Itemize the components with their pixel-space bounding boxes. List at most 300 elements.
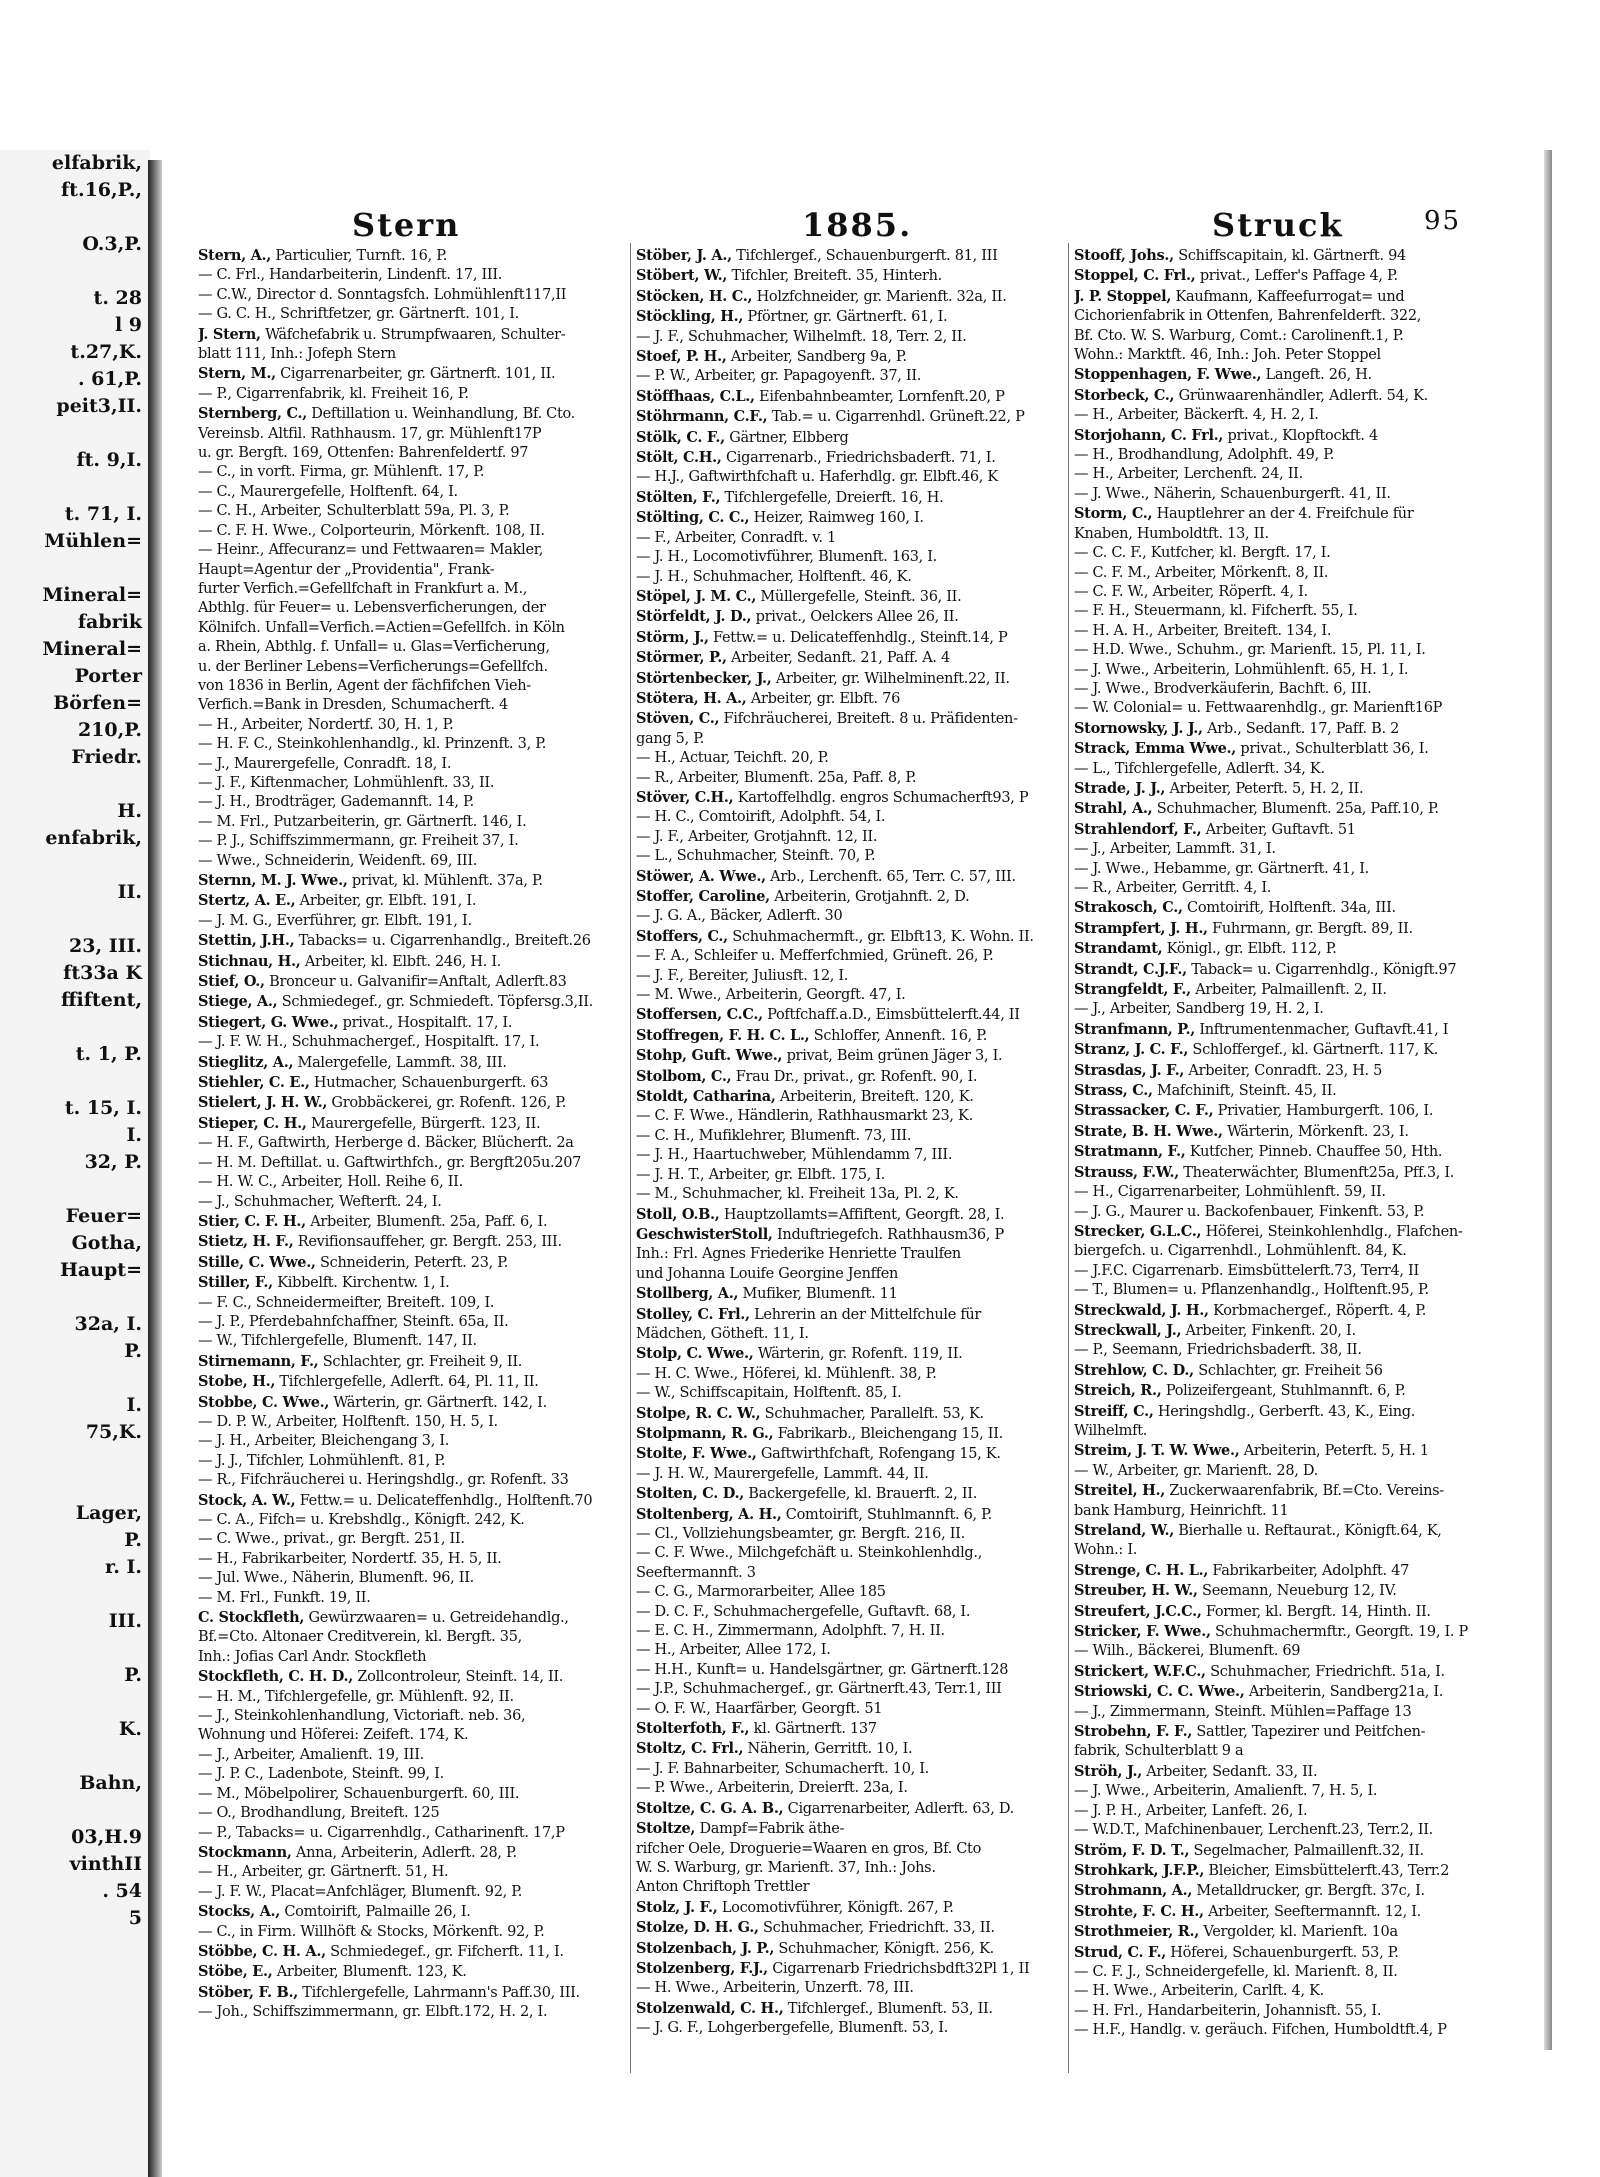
directory-entry — [198, 404, 638, 424]
left-page-line — [0, 1581, 150, 1608]
directory-entry — [1074, 1040, 1514, 1060]
entry-details: Zollcontroleur, Steinft. 14, II. — [353, 1669, 564, 1686]
left-page-line: P. — [124, 1664, 142, 1686]
entry-name: Stichnau, H., — [198, 952, 301, 970]
entry-name: Stolzenwald, C. H., — [636, 1999, 784, 2017]
directory-entry — [1074, 1281, 1514, 1300]
entry-details: Arbeiter, Finkenft. 20, I. — [1181, 1322, 1356, 1339]
entry-details: Cigarrenarb Friedrichsbdft32Pl 1, II — [767, 1960, 1030, 1977]
entry-details: Mafchinift, Steinft. 45, II. — [1152, 1083, 1337, 1100]
entry-details: Polizeifergeant, Stuhlmannft. 6, P. — [1161, 1383, 1406, 1400]
entry-name: Stolley, C. Frl., — [636, 1305, 750, 1323]
directory-entry — [198, 1726, 638, 1745]
entry-details: — E. C. H., Zimmermann, Adolphft. 7, H. II. — [636, 1623, 945, 1640]
left-page-line: Lager, — [75, 1502, 142, 1524]
directory-entry — [198, 1608, 638, 1628]
directory-entry — [636, 1205, 1076, 1225]
entry-details: — Heinr., Affecuranz= und Fettwaaren= Makler, — [198, 542, 544, 559]
entry-name: Storbeck, C., — [1074, 386, 1175, 404]
directory-entry — [1074, 525, 1514, 544]
directory-entry — [1074, 266, 1514, 286]
entry-details: — H. F., Gaftwirth, Herberge d. Bäcker, Blücherft. 2a — [198, 1135, 574, 1152]
entry-name: Stille, C. Wwe., — [198, 1253, 316, 1271]
header-left-keyword: Stern — [352, 206, 461, 244]
entry-name: Stobbe, C. Wwe., — [198, 1393, 330, 1411]
entry-details: — M., Schuhmacher, kl. Freiheit 13a, Pl. 2, K. — [636, 1186, 959, 1203]
entry-details: Arb., Lerchenft. 65, Terr. C. 57, III. — [765, 868, 1016, 885]
directory-entry — [1074, 2021, 1514, 2040]
directory-entry — [1074, 661, 1514, 680]
entry-name: Störmer, P., — [636, 649, 727, 667]
left-page-line: II. — [117, 881, 142, 903]
directory-entry — [1074, 641, 1514, 660]
directory-entry — [636, 1344, 1076, 1364]
directory-entry — [198, 832, 638, 851]
left-page-line: K. — [118, 1718, 142, 1740]
entry-details: — H. W. C., Arbeiter, Holl. Reihe 6, II. — [198, 1174, 463, 1191]
entry-details: — W. Colonial= u. Fettwaarenhdlg., gr. Marienft16P — [1074, 700, 1443, 717]
entry-name: Stockfleth, C. H. D., — [198, 1668, 354, 1686]
left-page-line: vinthII — [69, 1853, 142, 1875]
entry-name: J. Stern, — [198, 325, 261, 343]
entry-details: Wohn.: I. — [1074, 1542, 1138, 1559]
directory-entry — [1074, 960, 1514, 980]
entry-details: Kaufmann, Kaffeefurrogat= und — [1171, 288, 1405, 305]
directory-entry — [636, 1525, 1076, 1544]
directory-entry — [1074, 1762, 1514, 1782]
entry-details: — C.W., Director d. Sonntagsfch. Lohmühlenft117,II — [198, 286, 567, 303]
entry-name: Strohkark, J.F.P., — [1074, 1861, 1205, 1879]
entry-name: Stratmann, F., — [1074, 1143, 1186, 1161]
left-page-line — [0, 1176, 150, 1203]
directory-entry — [636, 1087, 1076, 1107]
entry-details: Metalldrucker, gr. Bergft. 37c, I. — [1192, 1883, 1425, 1900]
entry-details: — H. A. H., Arbeiter, Breiteft. 134, I. — [1074, 622, 1332, 639]
entry-details: — J. F., Kiftenmacher, Lohmühlenft. 33, II. — [198, 774, 495, 791]
entry-name: Stranz, J. C. F., — [1074, 1041, 1189, 1059]
entry-name: Strade, J. J., — [1074, 779, 1166, 797]
directory-entry — [636, 1185, 1076, 1204]
directory-entry — [636, 1641, 1076, 1660]
entry-name: Stöbbe, C. H. A., — [198, 1942, 326, 1960]
page-header — [162, 206, 1552, 246]
entry-details: Inh.: Frl. Agnes Friederike Henriette Traulfen — [636, 1246, 961, 1263]
entry-details: — J., Arbeiter, Amalienft. 19, III. — [198, 1746, 424, 1763]
entry-name: Stohp, Guft. Wwe., — [636, 1047, 783, 1065]
entry-name: Stolterfoth, F., — [636, 1720, 750, 1738]
entry-details: — H., Arbeiter, Nordertf. 30, H. 1, P. — [198, 716, 454, 733]
entry-details: — H., Arbeiter, Bäckerft. 4, H. 2, I. — [1074, 407, 1319, 424]
entry-details: Höferei, Schauenburgerft. 53, P. — [1166, 1944, 1399, 1961]
entry-details: — J. P. H., Arbeiter, Lanfeft. 26, I. — [1074, 1802, 1308, 1819]
entry-details: Anton Chriftoph Trettler — [636, 1879, 810, 1896]
directory-entry — [1074, 1922, 1514, 1942]
directory-entry — [1074, 840, 1514, 859]
directory-entry — [636, 847, 1076, 866]
directory-entry — [636, 1878, 1076, 1897]
directory-entry — [1074, 719, 1514, 739]
directory-entry — [636, 367, 1076, 386]
entry-details: — C. A., Fifch= u. Krebshdlg., Königft. 242, K. — [198, 1512, 525, 1528]
entry-details: — D. P. W., Arbeiter, Holftenft. 150, H. 5, I. — [198, 1413, 498, 1430]
directory-entry — [1074, 1963, 1514, 1982]
entry-name: Stranfmann, P., — [1074, 1020, 1196, 1038]
entry-details: — H.H., Kunft= u. Handelsgärtner, gr. Gärtnerft.128 — [636, 1661, 1009, 1678]
entry-details: Tifchler, Breiteft. 35, Hinterh. — [727, 268, 942, 285]
directory-entry — [636, 1384, 1076, 1403]
entry-details: — P., Tabacks= u. Cigarrenhdlg., Catharinenft. 17,P — [198, 1824, 565, 1841]
entry-name: Stietz, H. F., — [198, 1233, 294, 1251]
directory-entry — [1074, 346, 1514, 365]
entry-details: — Joh., Schiffszimmermann, gr. Elbft.172, H. 2, I. — [198, 2004, 548, 2021]
entry-name: Stölk, C. F., — [636, 428, 725, 446]
directory-entry — [636, 1918, 1076, 1938]
directory-entry — [198, 1530, 638, 1549]
entry-details: — H. F. C., Steinkohlenhandlg., kl. Prinzenft. 3, P. — [198, 736, 547, 753]
directory-entry — [636, 1799, 1076, 1819]
entry-details: — M., Möbelpolirer, Schauenburgerft. 60, III. — [198, 1785, 520, 1802]
directory-entry — [1074, 1081, 1514, 1101]
directory-entry — [636, 1404, 1076, 1424]
entry-name: Stockmann, — [198, 1843, 292, 1861]
directory-entry — [198, 1942, 638, 1962]
entry-name: Stölten, F., — [636, 488, 721, 506]
directory-entry — [198, 1413, 638, 1432]
entry-details: — C. Wwe., privat., gr. Bergft. 251, II. — [198, 1531, 465, 1548]
directory-entry — [1074, 1122, 1514, 1142]
directory-entry — [636, 769, 1076, 788]
entry-name: Streim, J. T. W. Wwe., — [1074, 1442, 1240, 1460]
directory-entry — [1074, 1183, 1514, 1202]
entry-details: Arbeiter, Blumenft. 123, K. — [272, 1964, 467, 1981]
directory-entry — [1074, 504, 1514, 524]
left-page-line: Bahn, — [79, 1772, 142, 1794]
directory-entry — [198, 1352, 638, 1372]
left-page-line: Börfen= — [53, 692, 142, 714]
entry-name: Störm, J., — [636, 628, 709, 646]
left-page-line: elfabrik, — [51, 152, 142, 174]
entry-details: Vergolder, kl. Marienft. 10a — [1199, 1924, 1398, 1941]
entry-details: — R., Arbeiter, Gerritft. 4, I. — [1074, 880, 1272, 896]
left-page-line: fabrik — [77, 611, 142, 633]
entry-details: Arbeiterin, Grotjahnft. 2, D. — [769, 889, 970, 905]
directory-column-2 — [636, 246, 1076, 2039]
entry-details: — J.F.C. Cigarrenarb. Eimsbüttelerft.73, Terr4, II — [1074, 1262, 1419, 1279]
entry-details: — J. Wwe., Näherin, Schauenburgerft. 41, II. — [1074, 485, 1391, 502]
entry-details: Kutfcher, Pinneb. Chauffee 50, Hth. — [1185, 1144, 1443, 1161]
directory-entry — [198, 1902, 638, 1922]
directory-entry — [1074, 1222, 1514, 1242]
entry-details: Arbeiter, Conradft. 23, H. 5 — [1184, 1062, 1383, 1079]
directory-entry — [1074, 1622, 1514, 1642]
entry-name: Stölt, C.H., — [636, 449, 722, 467]
directory-entry — [1074, 1000, 1514, 1019]
entry-details: Fettw.= u. Delicateffenhdlg., Steinft.14, P — [708, 629, 1008, 646]
directory-entry — [636, 1225, 1076, 1245]
entry-name: Strenge, C. H. L., — [1074, 1561, 1209, 1579]
directory-entry — [636, 1444, 1076, 1464]
entry-name: Strickert, W.F.C., — [1074, 1662, 1206, 1680]
entry-details: Schiffscapitain, kl. Gärtnerft. 94 — [1173, 248, 1406, 264]
entry-details: — J. H. T., Arbeiter, gr. Elbft. 175, I. — [636, 1166, 886, 1183]
directory-entry — [636, 907, 1076, 926]
directory-entry — [636, 628, 1076, 648]
directory-entry — [198, 891, 638, 911]
entry-details: — J., Zimmermann, Steinft. Mühlen=Paffage 13 — [1074, 1703, 1412, 1720]
directory-entry — [636, 508, 1076, 528]
directory-entry — [198, 1173, 638, 1192]
entry-details: privat., Leffer's Paffage 4, P. — [1195, 268, 1398, 285]
directory-entry — [198, 1511, 638, 1530]
directory-entry — [198, 425, 638, 444]
entry-details: blatt 111, Inh.: Jofeph Stern — [198, 346, 396, 363]
left-page-line: 32, P. — [84, 1151, 142, 1173]
entry-name: Stoltz, C. Frl., — [636, 1740, 744, 1758]
entry-details: Kibbelft. Kirchentw. 1, I. — [272, 1275, 450, 1292]
left-page-line: 75,K. — [85, 1421, 142, 1443]
entry-details: u. gr. Bergft. 169, Ottenfen: Bahrenfeldertf. 97 — [198, 445, 529, 462]
entry-name: Strakosch, C., — [1074, 899, 1183, 917]
entry-details: privat., Klopftockft. 4 — [1223, 427, 1378, 444]
entry-details: — G. C. H., Schriftfetzer, gr. Gärtnerft. 101, I. — [198, 306, 519, 323]
directory-entry — [636, 709, 1076, 729]
directory-entry — [1074, 1821, 1514, 1840]
directory-entry — [1074, 1982, 1514, 2001]
entry-details: — C. H., Mufiklehrer, Blumenft. 73, III. — [636, 1127, 912, 1144]
entry-details: — H.J., Gaftwirthfchaft u. Haferhdlg. gr. Elbft.46, K — [636, 469, 998, 486]
entry-details: Fabrikarb., Bleichengang 15, II. — [773, 1425, 1003, 1442]
entry-details: — J. F., Bereiter, Juliusft. 12, I. — [636, 967, 849, 984]
directory-entry — [1074, 1242, 1514, 1261]
directory-entry — [1074, 1662, 1514, 1682]
entry-details: — J. H., Haartuchweber, Mühlendamm 7, III. — [636, 1147, 953, 1164]
entry-details: — J.P., Schuhmachergef., gr. Gärtnerft.43, Terr.1, III — [636, 1681, 1002, 1698]
directory-entry — [636, 1305, 1076, 1325]
entry-details: Königl., gr. Elbft. 112, P. — [1162, 941, 1337, 958]
directory-entry — [1074, 1541, 1514, 1560]
entry-name: Stoffer, Caroline, — [636, 888, 770, 905]
directory-entry — [636, 266, 1076, 286]
entry-name: Strandamt, — [1074, 940, 1163, 958]
directory-entry — [636, 1107, 1076, 1126]
directory-entry — [636, 1661, 1076, 1680]
entry-details: — H., Brodhandlung, Adolphft. 49, P. — [1074, 447, 1335, 464]
left-page-line: t. 15, I. — [64, 1097, 142, 1119]
entry-details: Schuhmacher, Friedrichft. 33, II. — [758, 1920, 995, 1937]
directory-entry — [198, 1923, 638, 1942]
left-page-line — [0, 1473, 150, 1500]
directory-entry — [198, 1033, 638, 1052]
entry-details: Deftillation u. Weinhandlung, Bf. Cto. — [307, 406, 575, 423]
entry-name: Stoll, O.B., — [636, 1205, 720, 1223]
entry-name: Streland, W., — [1074, 1522, 1174, 1539]
entry-details: bank Hamburg, Heinrichft. 11 — [1074, 1502, 1289, 1519]
entry-details: Verfich.=Bank in Dresden, Schumacherft. 4 — [198, 697, 508, 714]
left-page-line: t. 71, I. — [64, 503, 142, 525]
directory-entry — [198, 1093, 638, 1113]
directory-entry — [198, 522, 638, 541]
entry-details: — R., Arbeiter, Blumenft. 25a, Paff. 8, P. — [636, 769, 917, 786]
entry-details: Holzfchneider, gr. Marienft. 32a, II. — [752, 288, 1007, 305]
entry-name: Streckwall, J., — [1074, 1321, 1182, 1339]
entry-details: — H., Fabrikarbeiter, Nordertf. 35, H. 5, II. — [198, 1550, 502, 1567]
directory-entry — [198, 444, 638, 463]
directory-entry — [1074, 1163, 1514, 1183]
entry-details: — H. Wwe., Arbeiterin, Carlft. 4, K. — [1074, 1983, 1324, 2000]
entry-details: Cigarrenarb., Friedrichsbaderft. 71, I. — [721, 450, 996, 467]
entry-details: — P. J., Schiffszimmermann, gr. Freiheit 37, I. — [198, 833, 519, 850]
directory-entry — [198, 1134, 638, 1153]
directory-entry — [1074, 1361, 1514, 1381]
entry-details: Abthlg. für Feuer= u. Lebensverficherungen, der — [198, 600, 546, 617]
directory-entry — [1074, 760, 1514, 779]
entry-details: Wäfchefabrik u. Strumpfwaaren, Schulter- — [260, 326, 566, 343]
entry-details: — J., Steinkohlenhandlung, Victoriaft. neb. 36, — [198, 1708, 526, 1725]
entry-details: kl. Gärtnerft. 137 — [749, 1721, 877, 1738]
entry-name: Stiehler, C. E., — [198, 1074, 310, 1092]
entry-name: Ström, F. D. T., — [1074, 1841, 1190, 1859]
entry-name: Ströh, J., — [1074, 1762, 1142, 1780]
entry-details: — P. W., Arbeiter, gr. Papagoyenft. 37, II. — [636, 368, 922, 385]
directory-entry — [1074, 1902, 1514, 1922]
entry-details: Knaben, Humboldtft. 13, II. — [1074, 525, 1269, 542]
entry-name: Stöpel, J. M. C., — [636, 587, 757, 605]
entry-details: Wilhelmft. — [1074, 1422, 1148, 1439]
entry-details: — J. H., Schuhmacher, Holftenft. 46, K. — [636, 568, 912, 585]
directory-entry — [198, 1569, 638, 1588]
left-page-line: . 54 — [102, 1880, 142, 1902]
left-page-line — [0, 1446, 150, 1473]
directory-entry — [636, 607, 1076, 627]
entry-details: — J., Arbeiter, Sandberg 19, H. 2, I. — [1074, 1001, 1324, 1018]
entry-details: Arbeiterin, Sandberg21a, I. — [1244, 1684, 1444, 1701]
entry-details: Heringshdlg., Gerberft. 43, K., Eing. — [1153, 1403, 1416, 1420]
directory-entry — [636, 568, 1076, 587]
entry-details: — J. F., Arbeiter, Grotjahnft. 12, II. — [636, 828, 878, 845]
entry-name: Strud, C. F., — [1074, 1943, 1166, 1961]
directory-entry — [198, 1707, 638, 1726]
entry-details: — J. G. F., Lohgerbergefelle, Blumenft. 53, I. — [636, 2020, 949, 2037]
entry-details: Malergefelle, Lammft. 38, III. — [293, 1054, 507, 1071]
left-page-line — [0, 1068, 150, 1095]
entry-details: — J. H. W., Maurergefelle, Lammft. 44, II. — [636, 1465, 929, 1482]
directory-entry — [636, 1465, 1076, 1484]
directory-entry — [636, 1505, 1076, 1525]
directory-entry — [636, 1127, 1076, 1146]
entry-name: Stöcken, H. C., — [636, 287, 753, 305]
directory-entry — [636, 808, 1076, 827]
directory-entry — [1074, 919, 1514, 939]
entry-details: — H. Wwe., Arbeiterin, Unzerft. 78, III. — [636, 1980, 914, 1997]
entry-details: Schuhmacher, Parallelft. 53, K. — [760, 1405, 984, 1422]
directory-entry — [198, 1863, 638, 1882]
directory-entry — [198, 972, 638, 992]
entry-details: biergefch. u. Cigarrenhdl., Lohmühlenft. 84, K. — [1074, 1243, 1407, 1260]
entry-details: Wärterin, gr. Rofenft. 119, II. — [753, 1346, 963, 1363]
directory-entry — [1074, 1682, 1514, 1702]
directory-entry — [636, 1046, 1076, 1066]
directory-entry — [636, 648, 1076, 668]
directory-entry — [636, 788, 1076, 808]
entry-name: Stöffhaas, C.L., — [636, 387, 755, 405]
entry-name: Stolte, F. Wwe., — [636, 1445, 757, 1463]
directory-entry — [1074, 365, 1514, 385]
directory-entry — [1074, 246, 1514, 266]
directory-entry — [198, 483, 638, 502]
entry-details: Mufiker, Blumenft. 11 — [738, 1286, 898, 1303]
left-page-line — [0, 1797, 150, 1824]
directory-entry — [636, 287, 1076, 307]
entry-name: Stoef, P. H., — [636, 348, 727, 366]
directory-entry — [198, 619, 638, 638]
entry-details: Backergefelle, kl. Brauerft. 2, II. — [743, 1486, 978, 1503]
entry-name: Sternberg, C., — [198, 405, 307, 423]
directory-entry — [1074, 446, 1514, 465]
entry-details: Theaterwächter, Blumenft25a, Pff.3, I. — [1178, 1164, 1455, 1181]
entry-name: Stirnemann, F., — [198, 1352, 319, 1370]
left-page-line — [0, 1689, 150, 1716]
left-page-line: Mineral= — [42, 584, 142, 606]
left-page-line — [0, 852, 150, 879]
directory-entry — [636, 488, 1076, 508]
entry-details: Arbeiter, Peterft. 5, H. 2, II. — [1165, 780, 1364, 797]
entry-details: — M. Wwe., Arbeiterin, Georgft. 47, I. — [636, 987, 906, 1004]
directory-entry — [636, 1779, 1076, 1798]
directory-entry — [1074, 622, 1514, 641]
directory-entry — [198, 1471, 638, 1490]
left-page-line: Feuer= — [65, 1205, 142, 1227]
left-page-line: O.3,P. — [82, 233, 142, 255]
entry-details: privat., Schulterblatt 36, I. — [1236, 741, 1429, 758]
directory-entry — [636, 828, 1076, 847]
directory-entry — [1074, 1642, 1514, 1661]
left-page-line — [0, 1014, 150, 1041]
directory-entry — [198, 286, 638, 305]
entry-details: Seeftermannft. 3 — [636, 1564, 756, 1581]
directory-entry — [198, 813, 638, 832]
entry-details: Hauptlehrer an der 4. Freifchule für — [1152, 506, 1414, 523]
entry-details: — C. F. Wwe., Händlerin, Rathhausmarkt 23, K. — [636, 1108, 973, 1125]
entry-name: Stöver, C.H., — [636, 788, 734, 806]
directory-entry — [1074, 1581, 1514, 1601]
left-page-line — [0, 906, 150, 933]
entry-details: Wohnung und Höferei: Zeifeft. 174, K. — [198, 1727, 469, 1744]
directory-entry — [198, 1253, 638, 1273]
entry-details: Arbeiter, Sedanft. 33, II. — [1141, 1763, 1318, 1780]
directory-entry — [636, 1739, 1076, 1759]
directory-entry — [636, 1603, 1076, 1622]
directory-entry — [198, 1154, 638, 1173]
entry-details: — P., Cigarrenfabrik, kl. Freiheit 16, P. — [198, 385, 469, 402]
directory-entry — [198, 1232, 638, 1252]
entry-details: — F. H., Steuermann, kl. Fifcherft. 55, I. — [1074, 603, 1358, 620]
entry-details: — J., Arbeiter, Lammft. 31, I. — [1074, 841, 1276, 858]
entry-details: Arbeiter, gr. Elbft. 191, I. — [295, 893, 477, 910]
entry-details: Bierhalle u. Reftaurat., Königft.64, K, — [1173, 1523, 1442, 1539]
entry-details: — P. Wwe., Arbeiterin, Dreierft. 23a, I. — [636, 1780, 908, 1797]
directory-entry — [198, 1983, 638, 2003]
directory-entry — [1074, 1301, 1514, 1321]
entry-details: — C. F. Wwe., Milchgefchäft u. Steinkohlenhdlg., — [636, 1545, 983, 1562]
entry-details: Gärtner, Elbberg — [724, 429, 849, 446]
left-page-line — [0, 1284, 150, 1311]
directory-entry — [1074, 287, 1514, 307]
directory-entry — [636, 1760, 1076, 1779]
entry-details: Sattler, Tapezirer und Peitfchen- — [1192, 1724, 1426, 1741]
entry-details: — P., Seemann, Friedrichsbaderft. 38, II. — [1074, 1342, 1362, 1359]
entry-details: — H.F., Handlg. v. geräuch. Fifchen, Humboldtft.4, P — [1074, 2022, 1447, 2039]
directory-entry — [1074, 1020, 1514, 1040]
